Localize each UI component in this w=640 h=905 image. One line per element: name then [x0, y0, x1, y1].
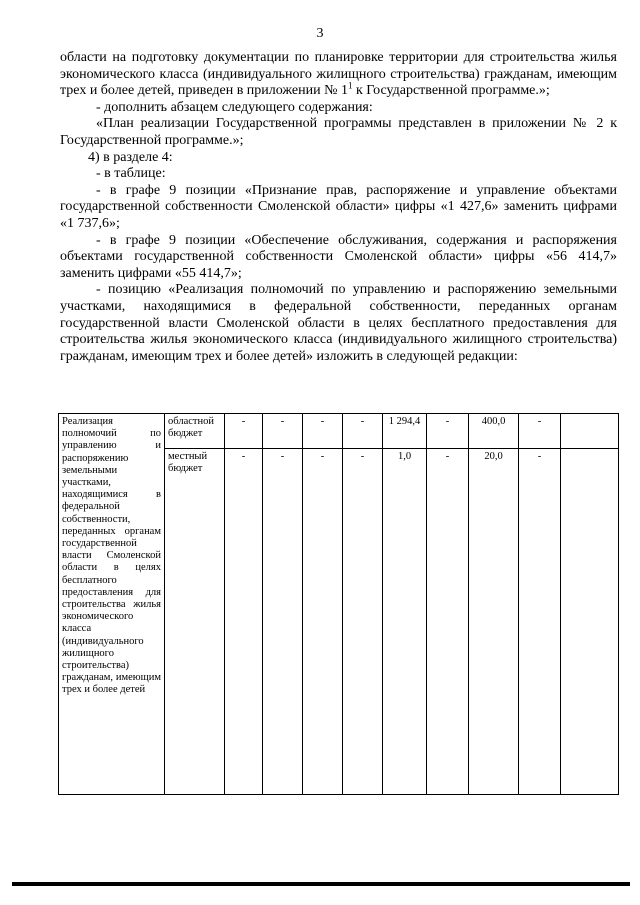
- table-cell: 400,0: [469, 414, 519, 449]
- table-cell: -: [225, 449, 263, 795]
- bottom-divider: [12, 882, 630, 886]
- table-cell: -: [263, 414, 303, 449]
- position-name-cell: Реализация полномочий по управлению и распоряжению земельными участками, находящимися в федеральной собственности, переданных органам государственной власти Смоленской области в целях бесплатного предоставления для строительства жилья экономического класса (индивидуального жилищного строительства) гражданам, имеющим трех и более детей: [59, 414, 165, 795]
- table-cell: -: [427, 414, 469, 449]
- paragraph-6: - в графе 9 позиции «Признание прав, распоряжение и управление объектами государственной собственности Смоленской области» цифры «1 427,6» заменить цифрами «1 737,6»;: [60, 182, 617, 231]
- budget-table: [58, 413, 619, 795]
- paragraph-3: «План реализации Государственной программы представлен в приложении № 2 к Государственной программе.»;: [60, 116, 617, 148]
- table-cell: -: [343, 414, 383, 449]
- paragraph-4: 4) в разделе 4:: [88, 149, 173, 165]
- table-cell: 20,0: [469, 449, 519, 795]
- table-cell: -: [427, 449, 469, 795]
- paragraph-2: - дополнить абзацем следующего содержания:: [96, 99, 373, 115]
- table-cell: -: [225, 414, 263, 449]
- paragraph-8: - позицию «Реализация полномочий по управлению и распоряжению земельными участками, находящимися в федеральной собственности, переданных органам государственной власти Смоленской области в целях бесплатного предоставления для строительства жилья экономического класса (индивидуального жилищного строительства) гражданам, имеющим трех и более детей» изложить в следующей редакции:: [60, 282, 617, 364]
- table-cell: -: [303, 414, 343, 449]
- table-cell: -: [519, 449, 561, 795]
- table-row: [59, 414, 619, 449]
- paragraph-5: - в таблице:: [96, 166, 166, 182]
- table-cell: [561, 449, 619, 795]
- table-cell: -: [343, 449, 383, 795]
- paragraph-1-text: области на подготовку документации по планировке территории для строительства жилья экономического класса (индивидуального жилищного строительства) гражданам, имеющим трех и более детей, приведен в приложении № 1: [60, 50, 617, 99]
- paragraph-1-tail: к Государственной программе.»;: [352, 83, 550, 99]
- table-cell: -: [263, 449, 303, 795]
- paragraph-7: - в графе 9 позиции «Обеспечение обслуживания, содержания и распоряжения объектами государственной собственности Смоленской области» цифры «56 414,7» заменить цифрами «55 414,7»;: [60, 232, 617, 281]
- table-cell: -: [519, 414, 561, 449]
- table-cell: -: [303, 449, 343, 795]
- table-cell: 1,0: [383, 449, 427, 795]
- funding-source-cell: местный бюджет: [165, 449, 225, 795]
- document-body: [60, 50, 617, 365]
- table-cell: [561, 414, 619, 449]
- funding-source-cell: областной бюджет: [165, 414, 225, 449]
- table-cell: 1 294,4: [383, 414, 427, 449]
- page-number: 3: [316, 26, 324, 41]
- paragraph-1: [60, 50, 617, 100]
- paragraph-1-superscript: 1: [347, 80, 353, 91]
